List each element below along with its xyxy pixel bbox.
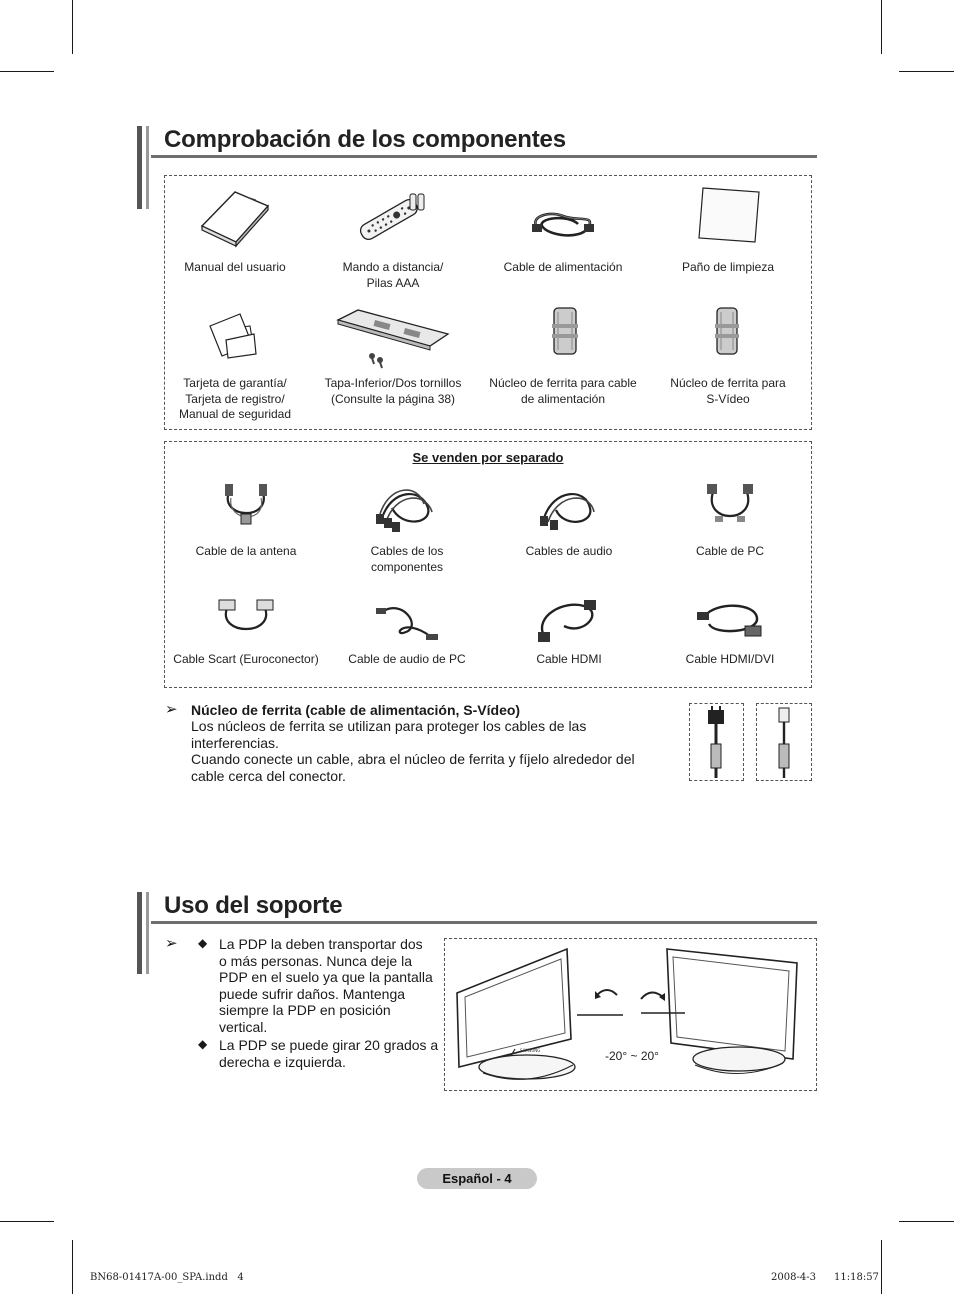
item-hdmi-dvi-cable <box>648 596 812 668</box>
item-hdmi-cable <box>487 596 651 668</box>
note-line: Cuando conecte un cable, abra el núcleo de ferrita y fíjelo alrededor del <box>191 751 635 767</box>
note-line: interferencias. <box>191 734 279 751</box>
note-line: Los núcleos de ferrita se utilizan para proteger los cables de las <box>191 718 587 734</box>
hdmi-cable-icon <box>524 596 614 648</box>
item-label: Núcleo de ferrita para cable de alimentación <box>489 376 637 406</box>
item-audio-cables <box>487 478 651 560</box>
crop-mark <box>899 1221 954 1222</box>
item-bottom-cover-screws <box>311 300 475 407</box>
item-label: Cable de audio de PC <box>348 652 466 666</box>
section-title: Comprobación de los componentes <box>164 126 566 153</box>
item-label: Manual del usuario <box>184 260 286 274</box>
scart-cable-icon <box>201 596 291 648</box>
crop-mark <box>881 1240 882 1294</box>
item-antenna-cable <box>164 478 328 560</box>
pc-cable-icon <box>685 478 775 540</box>
section-rule <box>151 921 817 924</box>
bullet-text: La PDP la deben transportar dos o más personas. Nunca deje la PDP en el suelo ya que la pantalla puede sufrir daños. Mantenga siempre la PDP en posición vertical. <box>219 936 433 1035</box>
crop-mark <box>72 1240 73 1294</box>
note-title: Núcleo de ferrita (cable de alimentación, S-Vídeo) <box>191 702 521 718</box>
bottom-cover-icon <box>328 300 458 372</box>
section-rule <box>151 155 817 158</box>
file-time: 11:18:57 <box>834 1272 879 1283</box>
component-cables-icon <box>362 478 452 540</box>
section-accent-bar <box>146 892 149 974</box>
power-plug-icon <box>690 704 743 780</box>
ferrite-core-icon <box>518 300 608 372</box>
item-label: Cables de audio <box>525 544 613 558</box>
page-number-badge: Español - 4 <box>417 1168 537 1189</box>
bullet-text: La PDP se puede girar 20 grados a derecha e izquierda. <box>219 1037 439 1070</box>
bullet-icon: ◆ <box>198 1037 208 1051</box>
item-label: Cable de alimentación <box>503 260 623 274</box>
item-label: Cables de los componentes <box>370 544 444 574</box>
item-label: Cable de la antena <box>195 544 297 558</box>
item-remote-control <box>311 184 475 291</box>
bullet-icon: ◆ <box>198 936 208 950</box>
file-date: 2008-4-3 <box>771 1272 816 1283</box>
item-label: Tarjeta de garantía/ Tarjeta de registro/ Manual de seguridad <box>178 376 292 421</box>
item-ferrite-core-power <box>481 300 645 407</box>
item-power-cord <box>481 184 645 276</box>
remote-control-icon <box>348 184 438 256</box>
stand-rotation-box <box>444 938 817 1091</box>
item-ferrite-core-svideo <box>646 300 810 407</box>
section-title: Uso del soporte <box>164 892 343 919</box>
sold-separately-heading: Se venden por separado <box>412 450 564 465</box>
pc-audio-cable-icon <box>362 596 452 648</box>
item-user-manual <box>153 184 317 276</box>
crop-mark <box>72 0 73 54</box>
section-accent-bar <box>137 126 142 209</box>
item-label: Cable HDMI/DVI <box>685 652 775 666</box>
power-cord-icon <box>518 184 608 256</box>
crop-mark <box>881 0 882 54</box>
antenna-cable-icon <box>201 478 291 540</box>
section-accent-bar <box>146 126 149 209</box>
item-pc-cable <box>648 478 812 560</box>
item-cleaning-cloth <box>646 184 810 276</box>
tv-rotation-illustration <box>445 939 816 1090</box>
item-label: Cable HDMI <box>536 652 602 666</box>
item-label: Paño de limpieza <box>681 260 775 274</box>
item-pc-audio-cable <box>325 596 489 668</box>
note-arrow-icon: ➢ <box>165 935 178 952</box>
ferrite-svideo-illustration <box>756 703 812 781</box>
item-warranty-card <box>153 300 317 423</box>
item-label: Núcleo de ferrita para S-Vídeo <box>670 376 786 406</box>
crop-mark <box>0 71 54 72</box>
crop-mark <box>899 71 954 72</box>
crop-mark <box>0 1221 54 1222</box>
audio-cables-icon <box>524 478 614 540</box>
note-arrow-icon: ➢ <box>165 701 178 718</box>
svideo-plug-icon <box>757 704 811 780</box>
angle-label: -20° ~ 20° <box>605 1049 659 1063</box>
tv-left-icon <box>457 949 623 1079</box>
user-manual-icon <box>190 184 280 256</box>
screw-icon <box>369 353 375 364</box>
note-line: cable cerca del conector. <box>191 767 346 784</box>
svg-text:SAMSUNG: SAMSUNG <box>520 1048 541 1053</box>
item-label: Tapa-Inferior/Dos tornillos (Consulte la página 38) <box>324 376 462 406</box>
item-label: Mando a distancia/ Pilas AAA <box>342 260 444 290</box>
item-label: Cable Scart (Euroconector) <box>173 652 319 666</box>
ferrite-power-illustration <box>689 703 744 781</box>
item-scart-cable <box>164 596 328 668</box>
warranty-card-icon <box>190 300 280 372</box>
tv-right-icon <box>641 949 797 1074</box>
hdmi-dvi-cable-icon <box>685 596 775 648</box>
file-slug: BN68-01417A-00_SPA.indd 4 <box>90 1272 244 1283</box>
item-component-cables <box>325 478 489 575</box>
cleaning-cloth-icon <box>683 184 773 256</box>
item-label: Cable de PC <box>695 544 765 558</box>
section-accent-bar <box>137 892 142 974</box>
ferrite-core-icon <box>683 300 773 372</box>
